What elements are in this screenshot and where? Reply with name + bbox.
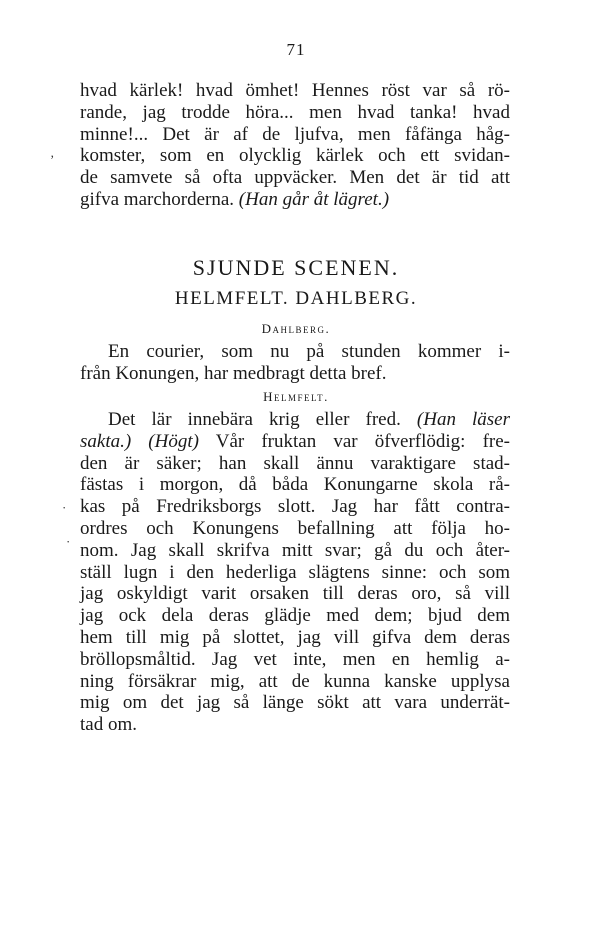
margin-tick-mark: ’ bbox=[50, 152, 55, 167]
text-line: från Konungen, har medbragt detta bref. bbox=[80, 362, 387, 384]
page-number: 71 bbox=[286, 40, 306, 59]
text-line: ordres och Konungens befallning att följa ho- bbox=[80, 517, 510, 539]
text-line: jag oskyldigt varit orsaken till deras oro, så vill bbox=[80, 583, 510, 605]
margin-dot-mark: · bbox=[62, 500, 67, 515]
speech-helmfelt bbox=[80, 409, 510, 736]
opening-paragraph bbox=[80, 80, 510, 211]
text-line: fästas i morgon, då båda Konungarne skola rå- bbox=[80, 474, 510, 496]
text-line: rande, jag trodde höra... men hvad tanka! hvad bbox=[80, 101, 510, 123]
text-line: komster, som en olycklig kärlek och ett svidan- bbox=[80, 145, 510, 167]
stage-direction: (Han går åt lägret.) bbox=[238, 188, 390, 210]
stage-direction: sakta.) (Högt) bbox=[80, 430, 199, 452]
text-line: hem till mig på slottet, jag vill gifva dem deras bbox=[80, 626, 510, 648]
text-line: ning försäkrar mig, att de kunna kanske upplysa bbox=[80, 670, 510, 692]
text-line-with-direction bbox=[80, 189, 510, 211]
text-line: den är säker; han skall ännu varaktigare stad- bbox=[80, 452, 510, 474]
text-line-with-direction bbox=[80, 431, 510, 453]
speech-dahlberg bbox=[80, 341, 510, 385]
speaker-name: Helmfelt. bbox=[263, 389, 329, 404]
speaker-name: Dahlberg. bbox=[261, 321, 331, 336]
text-line: de samvete så ofta uppväcker. Men det är tid att bbox=[80, 167, 510, 189]
character-list: HELMFELT. DAHLBERG. bbox=[174, 288, 418, 309]
stage-direction: (Han läser bbox=[416, 409, 511, 430]
text-line: ställ lugn i den hederliga slägtens sinne: och som bbox=[80, 561, 510, 583]
text-line: minne!... Det är af de ljufva, men fåfänga håg- bbox=[80, 123, 510, 145]
text-line: jag ock dela deras glädje med dem; bjud dem bbox=[80, 605, 510, 627]
text-line: mig om det jag så länge sökt att vara underrät- bbox=[80, 692, 510, 714]
text-line: Vår fruktan var öfverflödig: fre- bbox=[215, 430, 510, 452]
text-line: hvad kärlek! hvad ömhet! Hennes röst var så rö- bbox=[80, 80, 510, 101]
text-line: gifva marchorderna. bbox=[80, 188, 235, 210]
text-line: tad om. bbox=[80, 714, 137, 736]
text-line: nom. Jag skall skrifva mitt svar; gå du och åter- bbox=[80, 539, 510, 561]
text-line: kas på Fredriksborgs slott. Jag har fått contra- bbox=[80, 496, 510, 518]
scene-title: SJUNDE SCENEN. bbox=[192, 255, 400, 280]
text-line-with-direction bbox=[80, 409, 510, 431]
text-line: En courier, som nu på stunden kommer i- bbox=[108, 341, 510, 362]
margin-dot-mark: · bbox=[66, 534, 71, 549]
text-line: bröllopsmåltid. Jag vet inte, men en hemlig a- bbox=[80, 648, 510, 670]
text-line: Det lär innebära krig eller fred. bbox=[108, 409, 401, 430]
